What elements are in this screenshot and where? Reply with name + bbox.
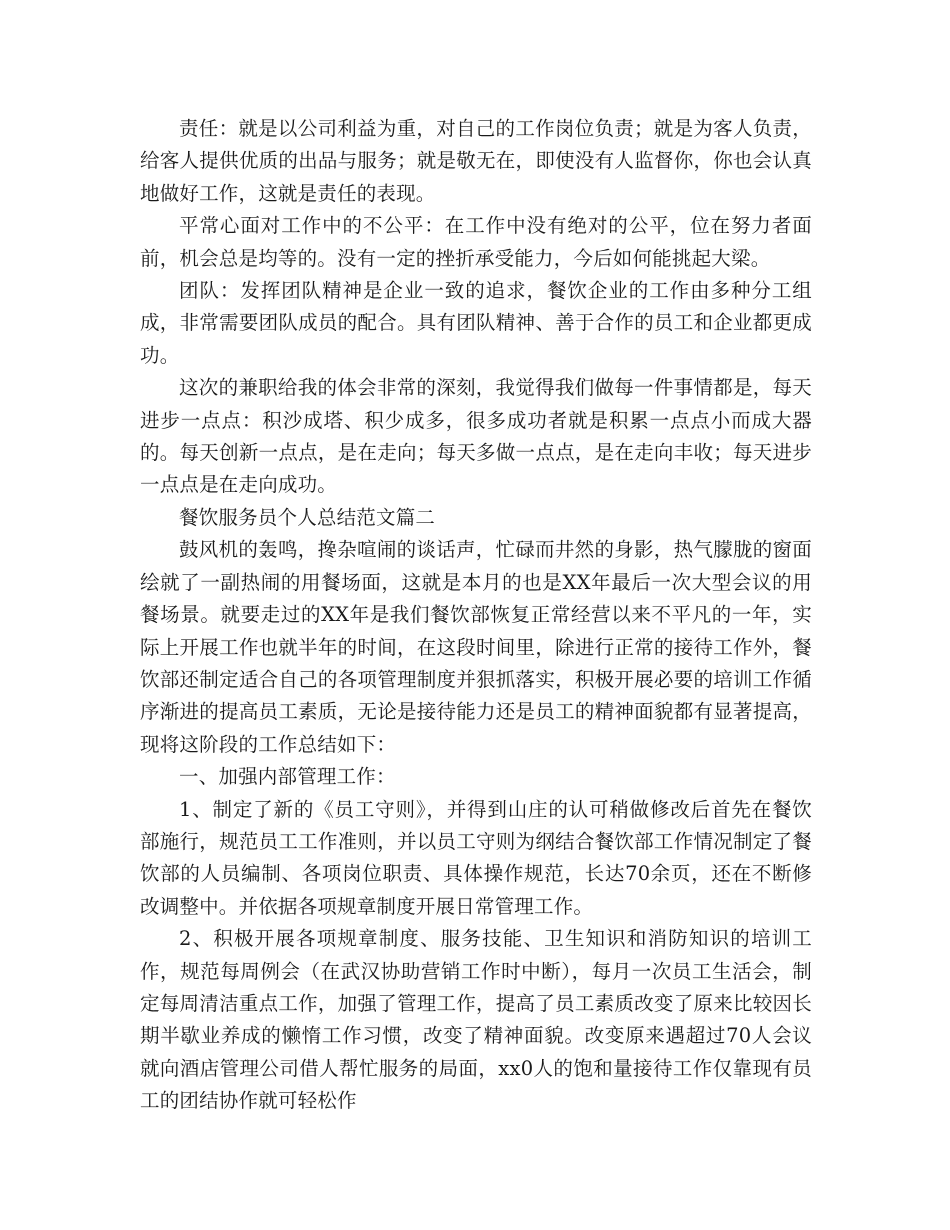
paragraph-teamwork: 团队：发挥团队精神是企业一致的追求，餐饮企业的工作由多种分工组成，非常需要团队成员的配合。具有团队精神、善于合作的员工和企业都更成功。 — [140, 279, 812, 367]
paragraph-item-1: 1、制定了新的《员工守则》，并得到山庄的认可稍做修改后首先在餐饮部施行，规范员工工作准则，并以员工守则为纲结合餐饮部工作情况制定了餐饮部的人员编制、各项岗位职责、具体操作规范，长达70余页，还在不断修改调整中。并依据各项规章制度开展日常管理工作。 — [140, 797, 812, 918]
paragraph-fairness: 平常心面对工作中的不公平：在工作中没有绝对的公平，位在努力者面前，机会总是均等的。没有一定的挫折承受能力，今后如何能挑起大梁。 — [140, 214, 812, 270]
paragraph-experience: 这次的兼职给我的体会非常的深刻，我觉得我们做每一件事情都是，每天进步一点点：积沙成塔、积少成多，很多成功者就是积累一点点小而成大器的。每天创新一点点，是在走向；每天多做一点点，是在走向丰收；每天进步一点点是在走向成功。 — [140, 376, 812, 497]
section-title: 餐饮服务员个人总结范文篇二 — [179, 505, 436, 529]
subsection-heading: 一、加强内部管理工作： — [179, 765, 396, 789]
document-body — [140, 113, 812, 1118]
paragraph-item-2: 2、积极开展各项规章制度、服务技能、卫生知识和消防知识的培训工作，规范每周例会（在武汉协助营销工作时中断），每月一次员工生活会，制定每周清洁重点工作，加强了管理工作，提高了员工素质改变了原来比较因长期半歇业养成的懒惰工作习惯，改变了精神面貌。改变原来遇超过70人会议就向酒店管理公司借人帮忙服务的局面，xx0人的饱和量接待工作仅靠现有员工的团结协作就可轻松作 — [140, 927, 812, 1113]
paragraph-intro: 鼓风机的轰鸣，搀杂喧闹的谈话声，忙碌而井然的身影，热气朦胧的窗面绘就了一副热闹的用餐场面，这就是本月的也是XX年最后一次大型会议的用餐场景。就要走过的XX年是我们餐饮部恢复正常经营以来不平凡的一年，实际上开展工作也就半年的时间，在这段时间里，除进行正常的接待工作外，餐饮部还制定适合自己的各项管理制度并狠抓落实，积极开展必要的培训工作循序渐进的提高员工素质，无论是接待能力还是员工的精神面貌都有显著提高，现将这阶段的工作总结如下： — [140, 538, 812, 756]
paragraph-responsibility: 责任：就是以公司利益为重，对自己的工作岗位负责；就是为客人负责，给客人提供优质的出品与服务；就是敬无在，即使没有人监督你，你也会认真地做好工作，这就是责任的表现。 — [140, 117, 812, 205]
